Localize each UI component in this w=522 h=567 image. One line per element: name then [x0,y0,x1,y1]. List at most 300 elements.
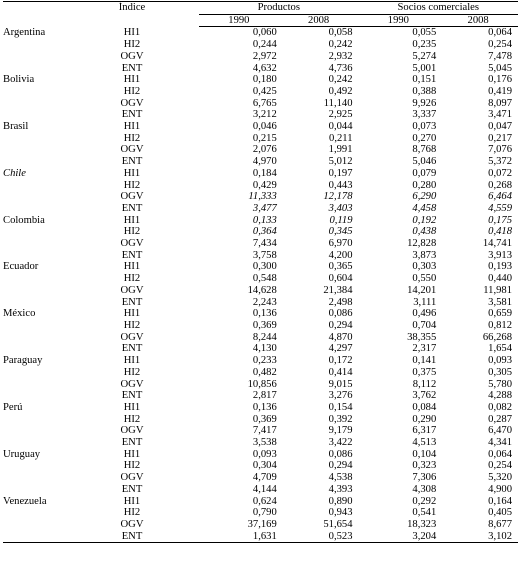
value-cell: 0,254 [488,39,512,51]
value-cell: 18,323 [407,518,437,530]
index-cell: OGV [120,472,144,484]
value-cell: 4,393 [328,483,353,495]
country-column-header [3,2,93,27]
value-cell: 0,141 [412,355,437,367]
country-cell: Chile [3,167,26,179]
value-cell: 0,365 [328,261,353,273]
value-cell: 0,119 [329,214,353,226]
index-cell: HI1 [123,27,141,39]
value-cell: 5,012 [328,156,353,168]
value-cell: 0,419 [488,85,512,97]
table-row [3,531,518,543]
value-cell: 0,890 [328,495,353,507]
value-cell: 0,079 [412,167,437,179]
value-cell: 0,482 [252,366,277,378]
table-row [3,449,518,461]
country-cell [3,109,93,121]
table-row [3,460,518,472]
index-cell: HI1 [123,401,141,413]
value-cell: 6,470 [488,425,512,437]
index-cell: ENT [121,343,143,355]
country-cell [3,390,93,402]
index-cell: HI1 [123,167,141,179]
value-cell: 0,073 [412,121,437,133]
value-cell: 0,082 [488,401,512,413]
table-row [3,437,518,449]
value-cell: 6,464 [488,191,512,203]
value-cell: 7,306 [412,472,437,484]
value-cell: 7,434 [252,238,277,250]
value-cell: 0,604 [328,273,353,285]
table-row [3,74,518,86]
value-cell: 1,631 [199,531,279,543]
value-cell: 2,243 [252,296,277,308]
value-cell: 7,076 [488,144,512,156]
index-cell: ENT [121,390,143,402]
value-cell: 0,176 [488,74,512,86]
index-cell: ENT [121,249,143,261]
table-row [3,273,518,285]
value-cell: 0,345 [328,226,353,238]
value-cell: 8,768 [412,144,437,156]
value-cell: 0,790 [252,507,277,519]
value-cell: 7,478 [488,50,512,62]
value-cell: 0,192 [412,214,437,226]
partners-group-header: Socios comerciales [359,2,519,15]
value-cell: 0,180 [252,74,277,86]
value-cell: 3,477 [252,202,277,214]
index-cell: OGV [120,331,144,343]
country-cell [3,273,93,285]
table-row [3,133,518,145]
index-cell: OGV [120,97,144,109]
value-cell: 0,136 [252,401,277,413]
table-row [3,355,518,367]
index-cell: HI1 [123,355,141,367]
country-cell [3,226,93,238]
value-cell: 0,392 [328,413,353,425]
value-cell: 0,093 [252,448,277,460]
value-cell: 3,422 [328,437,353,449]
value-cell: 2,925 [328,109,353,121]
value-cell: 0,943 [328,507,353,519]
year-header: 2008 [279,14,359,27]
value-cell: 8,097 [488,97,512,109]
value-cell: 2,076 [252,144,277,156]
value-cell: 0,704 [412,319,437,331]
value-cell: 4,130 [252,343,277,355]
value-cell: 4,709 [252,472,277,484]
value-cell: 0,414 [328,366,353,378]
country-cell [3,238,93,250]
country-cell [3,531,93,543]
value-cell: 2,972 [252,50,277,62]
value-cell: 9,015 [328,378,353,390]
value-cell: 8,244 [252,331,277,343]
value-cell: 0,369 [252,413,277,425]
value-cell: 9,179 [328,425,353,437]
index-cell: HI2 [123,85,141,97]
value-cell: 4,538 [328,472,353,484]
value-cell: 3,276 [328,390,353,402]
country-cell [3,98,93,110]
table-row [3,343,518,355]
country-cell: Brasil [3,121,29,133]
value-cell: 0,172 [328,355,353,367]
value-cell: 3,873 [412,249,437,261]
table-row [3,320,518,332]
index-cell: ENT [121,483,143,495]
table-row [3,425,518,437]
value-cell: 4,308 [412,483,437,495]
value-cell: 3,762 [412,390,437,402]
country-cell [3,86,93,98]
index-cell: HI2 [123,273,141,285]
value-cell: 3,403 [328,202,353,214]
value-cell: 0,244 [252,39,277,51]
value-cell: 4,341 [488,437,512,449]
value-cell: 0,211 [329,132,353,144]
index-cell: HI2 [123,413,141,425]
value-cell: 0,440 [488,273,512,285]
value-cell: 3,538 [252,437,277,449]
value-cell: 0,280 [412,179,437,191]
value-cell: 6,970 [328,238,353,250]
value-cell: 0,443 [328,179,353,191]
table-row [3,215,518,227]
value-cell: 0,193 [488,261,512,273]
value-cell: 0,429 [252,179,277,191]
table-row [3,63,518,75]
value-cell: 3,337 [412,109,437,121]
country-cell [3,203,93,215]
index-column-header: Índice [93,2,199,27]
value-cell: 5,372 [488,156,512,168]
country-cell: Paraguay [3,355,43,367]
value-cell: 3,204 [359,531,439,543]
index-cell: ENT [121,296,143,308]
table-row [3,472,518,484]
value-cell: 0,086 [328,308,353,320]
table-row [3,261,518,273]
value-cell: 38,355 [407,331,437,343]
value-cell: 0,235 [412,39,437,51]
table-row [3,191,518,203]
country-cell [3,507,93,519]
value-cell: 0,133 [252,214,277,226]
table-row [3,39,518,51]
country-cell [3,285,93,297]
index-cell: HI2 [123,39,141,51]
table-row [3,332,518,344]
value-cell: 0,047 [488,121,512,133]
value-cell: 1,654 [488,343,512,355]
value-cell: 3,913 [488,249,512,261]
index-cell: OGV [120,144,144,156]
value-cell: 1,991 [328,144,353,156]
country-cell: México [3,308,36,320]
table-row [3,51,518,63]
value-cell: 2,317 [412,343,437,355]
country-cell [3,250,93,262]
value-cell: 0,104 [412,448,437,460]
value-cell: 0,217 [488,132,512,144]
table-row [3,507,518,519]
value-cell: 3,471 [488,109,512,121]
table-row [3,109,518,121]
country-cell [3,379,93,391]
index-cell: HI1 [123,121,141,133]
value-cell: 0,364 [252,226,277,238]
index-cell: HI1 [123,74,141,86]
value-cell: 4,970 [252,156,277,168]
index-cell: ENT [121,62,143,74]
table-row [3,496,518,508]
value-cell: 5,780 [488,378,512,390]
country-cell [3,39,93,51]
value-cell: 0,197 [328,167,353,179]
value-cell: 2,498 [328,296,353,308]
value-cell: 4,900 [488,483,512,495]
country-cell: Colombia [3,214,45,226]
table-row [3,168,518,180]
value-cell: 0,375 [412,366,437,378]
value-cell: 4,288 [488,390,512,402]
value-cell: 0,060 [252,27,277,39]
index-cell: OGV [120,425,144,437]
index-cell: OGV [120,378,144,390]
value-cell: 4,736 [328,62,353,74]
index-cell: HI2 [123,132,141,144]
value-cell: 21,384 [323,284,353,296]
table-row [3,484,518,496]
value-cell: 6,290 [412,191,437,203]
value-cell: 0,254 [488,460,512,472]
value-cell: 51,654 [323,518,353,530]
value-cell: 0,294 [328,319,353,331]
value-cell: 9,926 [412,97,437,109]
products-group-header: Productos [199,2,359,15]
value-cell: 0,550 [412,273,437,285]
index-cell: OGV [120,518,144,530]
country-cell [3,133,93,145]
value-cell: 0,425 [252,85,277,97]
country-cell [3,425,93,437]
value-cell: 0,055 [412,27,437,39]
value-cell: 4,200 [328,249,353,261]
value-cell: 0,303 [412,261,437,273]
value-cell: 4,458 [412,202,437,214]
year-header: 1990 [359,14,439,27]
value-cell: 0,233 [252,355,277,367]
value-cell: 5,274 [412,50,437,62]
value-cell: 37,169 [247,518,277,530]
table-row [3,121,518,133]
value-cell: 0,304 [252,460,277,472]
value-cell: 4,870 [328,331,353,343]
value-cell: 0,093 [488,355,512,367]
value-cell: 2,932 [328,50,353,62]
value-cell: 8,112 [412,378,437,390]
value-cell: 0,058 [328,27,353,39]
country-cell [3,460,93,472]
country-cell [3,332,93,344]
value-cell: 3,212 [252,109,277,121]
index-cell: OGV [120,50,144,62]
value-cell: 0,388 [412,85,437,97]
value-cell: 0,151 [412,74,437,86]
country-cell [3,191,93,203]
index-cell: HI2 [123,179,141,191]
country-cell: Argentina [3,27,46,39]
value-cell: 0,084 [412,401,437,413]
index-cell: ENT [121,202,143,214]
value-cell: 0,492 [328,85,353,97]
value-cell: 7,417 [252,425,277,437]
value-cell: 0,136 [252,308,277,320]
index-cell: OGV [120,191,144,203]
value-cell: 10,856 [247,378,277,390]
country-cell [3,437,93,449]
index-cell: HI2 [123,460,141,472]
index-cell: ENT [121,437,143,449]
value-cell: 5,320 [488,472,512,484]
table-body [3,27,518,543]
value-cell: 0,046 [252,121,277,133]
value-cell: 0,064 [488,27,512,39]
table-row [3,86,518,98]
value-cell: 0,290 [412,413,437,425]
value-cell: 0,072 [488,167,512,179]
country-cell: Ecuador [3,261,39,273]
value-cell: 0,624 [252,495,277,507]
value-cell: 0,300 [252,261,277,273]
value-cell: 0,812 [488,319,512,331]
value-cell: 0,323 [412,460,437,472]
country-cell [3,519,93,531]
value-cell: 0,438 [412,226,437,238]
table-row [3,414,518,426]
value-cell: 5,001 [412,62,437,74]
value-cell: 3,111 [413,296,437,308]
table-row [3,27,518,39]
value-cell: 11,981 [483,284,512,296]
value-cell: 0,523 [279,531,359,543]
country-cell [3,367,93,379]
value-cell: 0,086 [328,448,353,460]
value-cell: 0,496 [412,308,437,320]
value-cell: 0,268 [488,179,512,191]
value-cell: 0,541 [412,507,437,519]
country-cell [3,180,93,192]
value-cell: 4,632 [252,62,277,74]
value-cell: 0,215 [252,132,277,144]
value-cell: 14,628 [247,284,277,296]
value-cell: 2,817 [252,390,277,402]
table-row [3,402,518,414]
index-cell: HI1 [123,214,141,226]
value-cell: 12,828 [407,238,437,250]
country-cell [3,472,93,484]
year-header: 1990 [199,14,279,27]
index-cell: HI1 [123,495,141,507]
index-cell: HI2 [123,507,141,519]
table-header [3,2,518,27]
index-cell: ENT [121,156,143,168]
value-cell: 0,287 [488,413,512,425]
country-cell [3,297,93,309]
table-row [3,379,518,391]
table-row [3,98,518,110]
value-cell: 5,045 [488,62,512,74]
value-cell: 0,044 [328,121,353,133]
index-cell: HI1 [123,448,141,460]
country-cell [3,343,93,355]
value-cell: 4,559 [488,202,512,214]
value-cell: 8,677 [488,518,512,530]
value-cell: 0,175 [488,214,512,226]
value-cell: 0,659 [488,308,512,320]
table-row [3,519,518,531]
country-cell [3,320,93,332]
value-cell: 0,548 [252,273,277,285]
index-cell: HI1 [123,261,141,273]
value-cell: 6,765 [252,97,277,109]
country-cell: Bolivia [3,74,35,86]
country-cell: Perú [3,401,23,413]
table-row [3,156,518,168]
index-cell: HI1 [123,308,141,320]
country-cell [3,51,93,63]
value-cell: 12,178 [323,191,353,203]
value-cell: 66,268 [482,331,512,343]
table-row [3,297,518,309]
table-row [3,238,518,250]
table-row [3,285,518,297]
country-cell: Venezuela [3,495,47,507]
index-cell: HI2 [123,319,141,331]
index-cell: HI2 [123,366,141,378]
country-cell [3,156,93,168]
value-cell: 0,294 [328,460,353,472]
value-cell: 0,305 [488,366,512,378]
index-cell: HI2 [123,226,141,238]
index-cell: OGV [120,238,144,250]
table-row [3,308,518,320]
table-row [3,203,518,215]
country-cell [3,63,93,75]
value-cell: 3,581 [488,296,512,308]
value-cell: 14,741 [482,238,512,250]
value-cell: 0,184 [252,167,277,179]
index-cell: ENT [93,531,199,543]
concentration-index-table [3,1,518,543]
value-cell: 0,418 [488,226,512,238]
table-row [3,367,518,379]
value-cell: 4,297 [328,343,353,355]
value-cell: 4,144 [252,483,277,495]
table-row [3,390,518,402]
value-cell: 0,064 [488,448,512,460]
value-cell: 0,242 [328,39,353,51]
index-cell: ENT [121,109,143,121]
table-row [3,144,518,156]
country-cell [3,484,93,496]
value-cell: 6,317 [412,425,437,437]
value-cell: 0,270 [412,132,437,144]
value-cell: 11,140 [323,97,353,109]
value-cell: 0,405 [488,507,512,519]
